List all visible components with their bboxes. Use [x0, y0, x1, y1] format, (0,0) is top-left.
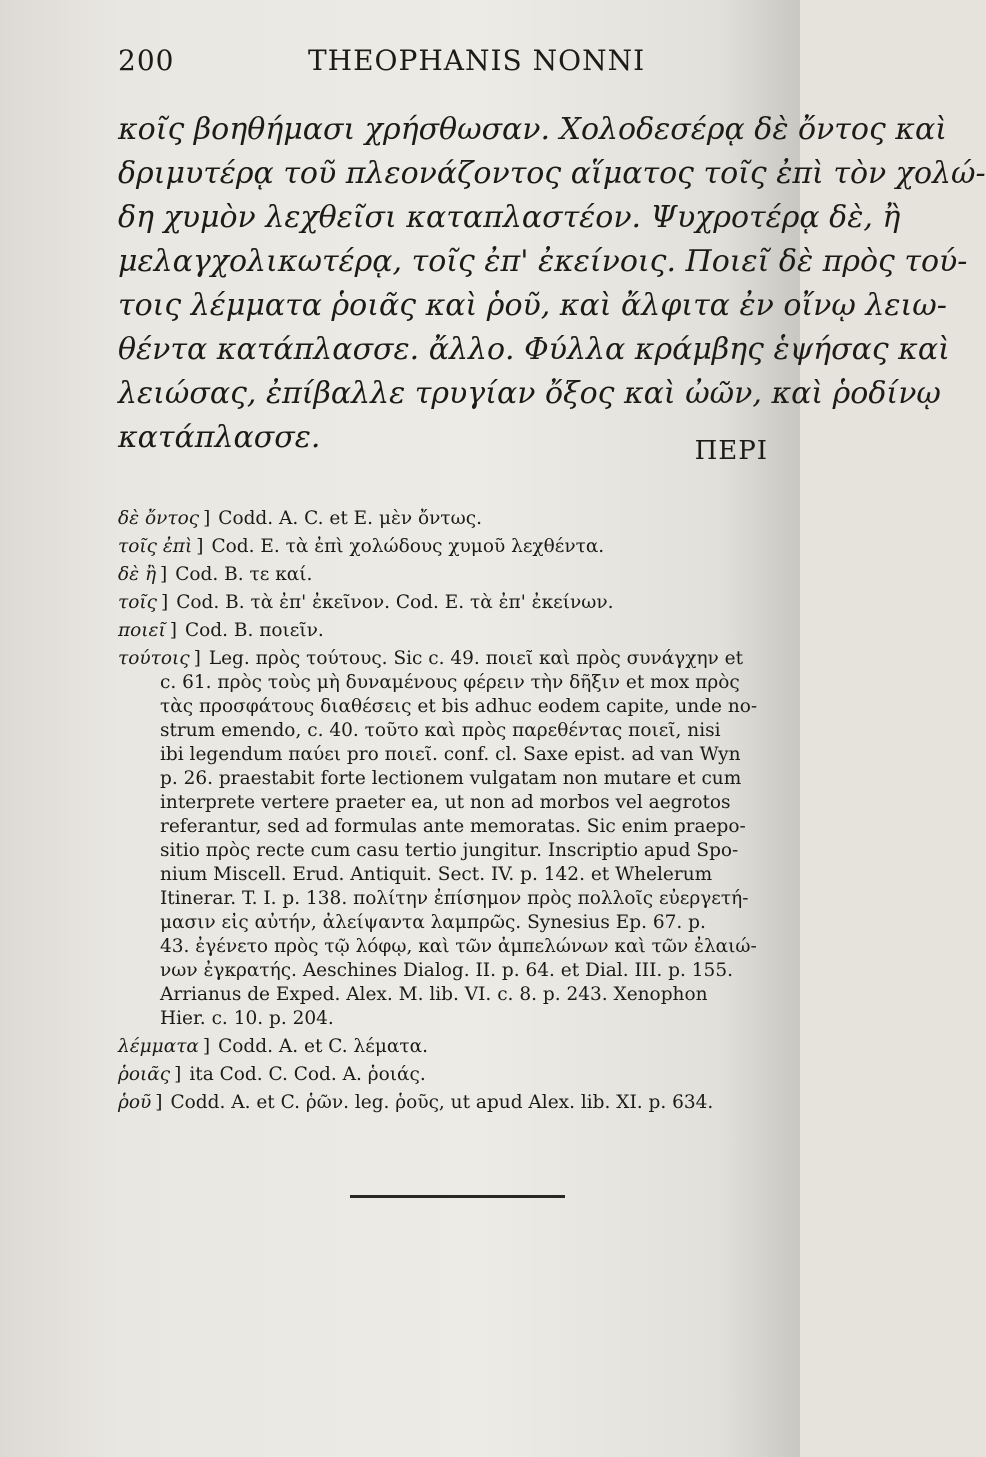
- footnote: [118, 563, 768, 587]
- commentary-line: p. 26. praestabit forte lectionem vulgatam non mutare et cum: [160, 768, 742, 789]
- commentary-line: nium Miscell. Erud. Antiquit. Sect. IV. p. 142. et Whelerum: [160, 864, 713, 885]
- footnote-text: Cod. B. τε καί.: [175, 564, 313, 585]
- footnote-text: ita Cod. C. Cod. A. ῥοιάς.: [189, 1064, 426, 1085]
- footnote: [118, 1091, 768, 1115]
- footnote: [118, 535, 768, 559]
- footnote-lemma: δὲ ἢ: [118, 564, 157, 585]
- running-head: THEOPHANIS NONNI: [308, 44, 646, 77]
- footnote-lemma: τοῖς ἐπὶ: [118, 536, 193, 557]
- footnote: [118, 591, 768, 615]
- bracket-glyph: ]: [196, 536, 204, 557]
- bracket-glyph: ]: [193, 648, 201, 669]
- bracket-glyph: ]: [202, 1036, 211, 1057]
- footnote-lemma: ῥοιᾶς: [118, 1064, 171, 1085]
- footnote-lemma: λέμματα: [118, 1036, 199, 1057]
- commentary-text: Leg. πρὸς τούτους. Sic c. 49. ποιεῖ καὶ πρὸς συνάγχην et: [208, 648, 744, 669]
- footnote-lemma: τούτοις: [118, 648, 190, 669]
- footnote: [118, 1063, 768, 1087]
- bracket-glyph: ]: [155, 1092, 163, 1113]
- text-line: δη χυμὸν λεχθεῖσι καταπλαστέον. Ψυχροτέρᾳ δὲ, ἢ: [118, 200, 901, 235]
- text-line: μελαγχολικωτέρᾳ, τοῖς ἐπ' ἐκείνοις. Ποιεῖ δὲ πρὸς τού-: [118, 244, 968, 279]
- catchword: ΠΕΡΙ: [694, 436, 768, 466]
- commentary-line: interprete vertere praeter ea, ut non ad morbos vel aegrotos: [160, 792, 731, 813]
- footnote: [118, 507, 768, 531]
- commentary-note: [118, 647, 768, 1031]
- bracket-glyph: ]: [160, 564, 168, 585]
- footnote: [118, 619, 768, 643]
- footnote-lemma: ῥοῦ: [118, 1092, 152, 1113]
- footnote-text: Codd. A. et C. ῥῶν. leg. ῥοῦς, ut apud Alex. lib. XI. p. 634.: [170, 1092, 714, 1113]
- text-line: θέντα κατάπλασσε. ἄλλο. Φύλλα κράμβης ἑψήσας καὶ: [118, 332, 950, 367]
- commentary-line: Itinerar. T. I. p. 138. πολίτην ἐπίσημον πρὸς πολλοῖς εὐεργετή-: [160, 888, 749, 909]
- commentary-line: τὰς προσφάτους διαθέσεις et bis adhuc eodem capite, unde no-: [160, 696, 758, 717]
- footnote-text: Cod. B. ποιεῖν.: [184, 620, 324, 641]
- commentary-line: [118, 647, 768, 671]
- footnotes: [118, 507, 768, 1119]
- commentary-line: Hier. c. 10. p. 204.: [160, 1008, 334, 1029]
- footnote-text: Codd. A. et C. λέματα.: [218, 1036, 428, 1057]
- page-number: 200: [118, 44, 175, 77]
- text-line: λειώσας, ἐπίβαλλε τρυγίαν ὄξος καὶ ὠῶν, καὶ ῥοδίνῳ: [118, 376, 941, 411]
- commentary-line: referantur, sed ad formulas ante memoratas. Sic enim praepo-: [160, 816, 746, 837]
- text-line: τοις λέμματα ῥοιᾶς καὶ ῥοῦ, καὶ ἄλφιτα ἐν οἴνῳ λειω-: [118, 288, 947, 323]
- commentary-line: c. 61. πρὸς τοὺς μὴ δυναμένους φέρειν τὴν δῆξιν et mox πρὸς: [160, 672, 740, 693]
- closing-rule: [350, 1195, 565, 1198]
- bracket-glyph: ]: [203, 508, 211, 529]
- footnote-lemma: ποιεῖ: [118, 620, 166, 641]
- commentary-line: νων ἐγκρατής. Aeschines Dialog. II. p. 64. et Dial. III. p. 155.: [160, 960, 733, 981]
- commentary-line: 43. ἐγένετο πρὸς τῷ λόφῳ, καὶ τῶν ἀμπελώνων καὶ τῶν ἐλαιώ-: [160, 936, 757, 957]
- text-line: κοῖς βοηθήμασι χρήσθωσαν. Χολοδεσέρᾳ δὲ ὄντος καὶ: [118, 112, 947, 147]
- footnote: [118, 1035, 768, 1059]
- bracket-glyph: ]: [174, 1064, 182, 1085]
- text-line: κατάπλασσε.: [118, 420, 321, 455]
- page-header: [118, 44, 758, 84]
- footnote-lemma: τοῖς: [118, 592, 157, 613]
- commentary-line: μασιν εἰς αὐτήν, ἀλείψαντα λαμπρῶς. Synesius Ep. 67. p.: [160, 912, 706, 933]
- text-line: δριμυτέρᾳ τοῦ πλεονάζοντος αἵματος τοῖς ἐπὶ τὸν χολώ-: [118, 156, 986, 191]
- footnote-lemma: δὲ ὄντος: [118, 508, 200, 529]
- commentary-line: ibi legendum παύει pro ποιεῖ. conf. cl. Saxe epist. ad van Wyn: [160, 744, 741, 765]
- commentary-line: Arrianus de Exped. Alex. M. lib. VI. c. 8. p. 243. Xenophon: [160, 984, 708, 1005]
- footnote-text: Codd. A. C. et E. μὲν ὄντως.: [218, 508, 482, 529]
- main-greek-text: [118, 108, 986, 460]
- footnote-text: Cod. E. τὰ ἐπὶ χολώδους χυμοῦ λεχθέντα.: [211, 536, 605, 557]
- bracket-glyph: ]: [169, 620, 177, 641]
- commentary-line: sitio πρὸς recte cum casu tertio jungitur. Inscriptio apud Spo-: [160, 840, 739, 861]
- commentary-line: strum emendo, c. 40. τοῦτο καὶ πρὸς παρεθέντας ποιεῖ, nisi: [160, 720, 721, 741]
- footnote-text: Cod. B. τὰ ἐπ' ἐκεῖνον. Cod. E. τὰ ἐπ' ἐκείνων.: [176, 592, 614, 613]
- bracket-glyph: ]: [161, 592, 169, 613]
